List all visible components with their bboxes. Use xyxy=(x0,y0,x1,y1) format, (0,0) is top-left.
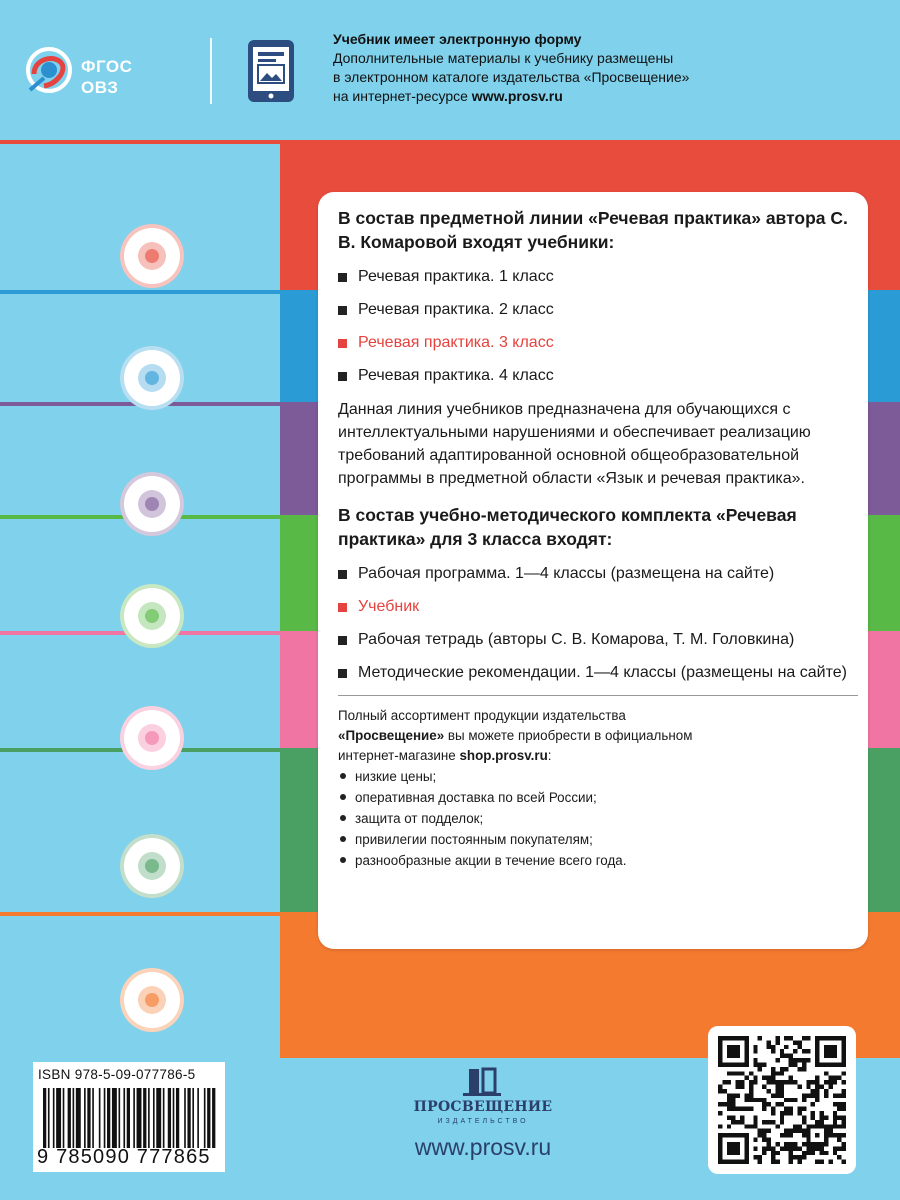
benefit-item: разнообразные акции в течение всего года. xyxy=(338,850,858,871)
square-bullet-icon xyxy=(338,669,347,678)
tree-icon xyxy=(120,834,184,898)
isbn-box xyxy=(33,1062,225,1172)
publisher-subtitle: ИЗДАТЕЛЬСТВО xyxy=(437,1118,529,1125)
square-bullet-icon xyxy=(338,339,347,348)
publisher-url[interactable]: www.prosv.ru xyxy=(414,1134,552,1160)
stripe-line xyxy=(0,912,280,916)
dot-bullet-icon xyxy=(340,773,346,779)
dot-bullet-icon xyxy=(340,836,346,842)
card-divider xyxy=(338,695,858,696)
square-bullet-icon xyxy=(338,306,347,315)
header-line-2: в электронном каталоге издательства «Просвещение» xyxy=(333,69,690,85)
kit-heading: В состав учебно-методического комплекта «Речевая практика» для 3 класса входят: xyxy=(338,505,797,549)
kit-item-3: Рабочая тетрадь (авторы С. В. Комарова, Т. М. Головкина) xyxy=(338,629,858,651)
textbook-item-3: Речевая практика. 3 класс xyxy=(338,332,858,354)
fgos-ovz-label: ФГОС ОВЗ xyxy=(81,57,133,97)
prosveshchenie-logo-icon xyxy=(455,1067,510,1097)
line-description: Данная линия учебников предназначена для обучающихся с интеллектуальными нарушениями и обеспечивает реализацию требований адаптированной основной общеобразовательной программы в предметной области «Язык и речевая практика». xyxy=(338,401,811,487)
benefit-item: низкие цены; xyxy=(338,766,858,787)
benefit-item: привилегии постоянным покупателям; xyxy=(338,829,858,850)
benefit-item: оперативная доставка по всей России; xyxy=(338,787,858,808)
textbook-item-1: Речевая практика. 1 класс xyxy=(338,266,858,288)
header-divider xyxy=(210,38,212,104)
qr-code[interactable] xyxy=(708,1026,856,1174)
kit-item-2: Учебник xyxy=(338,596,858,618)
stripe-line xyxy=(0,140,280,144)
qr-code-icon xyxy=(718,1036,846,1164)
electronic-form-title: Учебник имеет электронную форму xyxy=(333,31,582,47)
header-line-1: Дополнительные материалы к учебнику размещены xyxy=(333,50,674,66)
landscape-icon xyxy=(120,584,184,648)
square-bullet-icon xyxy=(338,372,347,381)
square-bullet-icon xyxy=(338,636,347,645)
textbook-item-2: Речевая практика. 2 класс xyxy=(338,299,858,321)
isbn-label: ISBN 978-5-09-077786-5 xyxy=(38,1067,196,1082)
prosv-link[interactable]: www.prosv.ru xyxy=(471,88,563,104)
picture-frame-icon xyxy=(120,472,184,536)
textbook-line-heading: В состав предметной линии «Речевая практика» автора С. В. Комаровой входят учебники: xyxy=(338,208,848,252)
children-photo-icon xyxy=(120,224,184,288)
dot-bullet-icon xyxy=(340,857,346,863)
barcode-number: 9 785090 777865 xyxy=(37,1146,211,1168)
tablet-icon xyxy=(246,38,296,104)
open-book-icon xyxy=(120,346,184,410)
dot-bullet-icon xyxy=(340,815,346,821)
textbook-item-4: Речевая практика. 4 класс xyxy=(338,365,858,387)
stripe-line xyxy=(0,290,280,294)
kit-item-1: Рабочая программа. 1—4 классы (размещена на сайте) xyxy=(338,563,858,585)
publisher-name: ПРОСВЕЩЕНИЕ xyxy=(413,1099,553,1115)
square-bullet-icon xyxy=(338,570,347,579)
house-icon xyxy=(120,968,184,1032)
kit-item-4: Методические рекомендации. 1—4 классы (размещены на сайте) xyxy=(338,662,858,684)
shop-link[interactable]: shop.prosv.ru xyxy=(459,748,548,763)
barcode-icon xyxy=(43,1088,217,1148)
bunny-icon xyxy=(120,706,184,770)
square-bullet-icon xyxy=(338,273,347,282)
dot-bullet-icon xyxy=(340,794,346,800)
header-line-3: на интернет-ресурсе www.prosv.ru xyxy=(333,88,563,104)
content-card xyxy=(318,192,868,949)
shop-intro: Полный ассортимент продукции издательства «Просвещение» вы можете приобрести в официальном интернет-магазине shop.prosv.ru: xyxy=(338,708,693,763)
electronic-form-info xyxy=(333,30,853,106)
square-bullet-icon xyxy=(338,603,347,612)
benefit-item: защита от подделок; xyxy=(338,808,858,829)
